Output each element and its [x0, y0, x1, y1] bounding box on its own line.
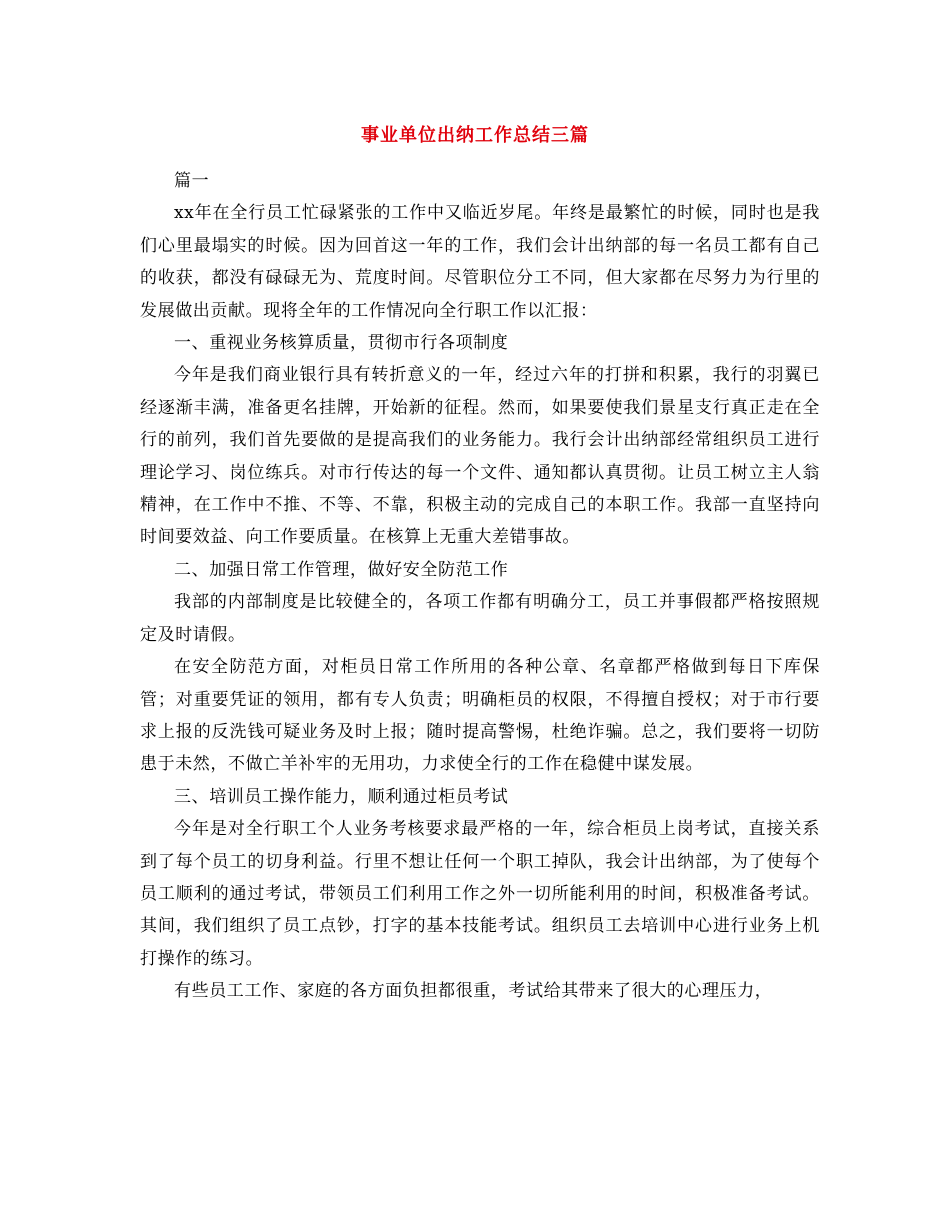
paragraph: 我部的内部制度是比较健全的，各项工作都有明确分工，员工并事假都严格按照规定及时请假。 — [140, 592, 820, 645]
paragraph: 有些员工工作、家庭的各方面负担都很重，考试给其带来了很大的心理压力， — [174, 981, 773, 1002]
section-heading-part-one: 篇一 — [174, 171, 210, 191]
section-heading: 三、培训员工操作能力，顺利通过柜员考试 — [174, 786, 509, 807]
document-title: 事业单位出纳工作总结三篇 — [361, 125, 589, 146]
paragraph: 在安全防范方面，对柜员日常工作所用的各种公章、名章都严格做到每日下库保管；对重要凭证的领用，都有专人负责；明确柜员的权限，不得擅自授权；对于市行要求上报的反洗钱可疑业务及时上报；随时提高警惕，杜绝诈骗。总之，我们要将一切防患于未然，不做亡羊补牢的无用功，力求使全行的工作在稳健中谋发展。 — [140, 657, 820, 775]
paragraph: xx年在全行员工忙碌紧张的工作中又临近岁尾。年终是最繁忙的时候，同时也是我们心里最塌实的时候。因为回首这一年的工作，我们会计出纳部的每一名员工都有自己的收获，都没有碌碌无为、荒度时间。尽管职位分工不同，但大家都在尽努力为行里的发展做出贡献。现将全年的工作情况向全行职工作以汇报： — [140, 203, 820, 321]
paragraph: 今年是对全行职工个人业务考核要求最严格的一年，综合柜员上岗考试，直接关系到了每个员工的切身利益。行里不想让任何一个职工掉队，我会计出纳部，为了使每个员工顺利的通过考试，带领员工们利用工作之外一切所能利用的时间，积极准备考试。其间，我们组织了员工点钞，打字的基本技能考试。组织员工去培训中心进行业务上机打操作的练习。 — [140, 819, 820, 969]
section-heading: 一、重视业务核算质量，贯彻市行各项制度 — [174, 333, 509, 354]
paragraph: 今年是我们商业银行具有转折意义的一年，经过六年的打拼和积累，我行的羽翼已经逐渐丰满，准备更名挂牌，开始新的征程。然而，如果要使我们景星支行真正走在全行的前列，我们首先要做的是提高我们的业务能力。我行会计出纳部经常组织员工进行理论学习、岗位练兵。对市行传达的每一个文件、通知都认真贯彻。让员工树立主人翁精神，在工作中不推、不等、不靠，积极主动的完成自己的本职工作。我部一直坚持向时间要效益、向工作要质量。在核算上无重大差错事故。 — [140, 365, 820, 548]
section-heading: 二、加强日常工作管理，做好安全防范工作 — [174, 559, 509, 580]
document-body — [140, 165, 820, 1008]
